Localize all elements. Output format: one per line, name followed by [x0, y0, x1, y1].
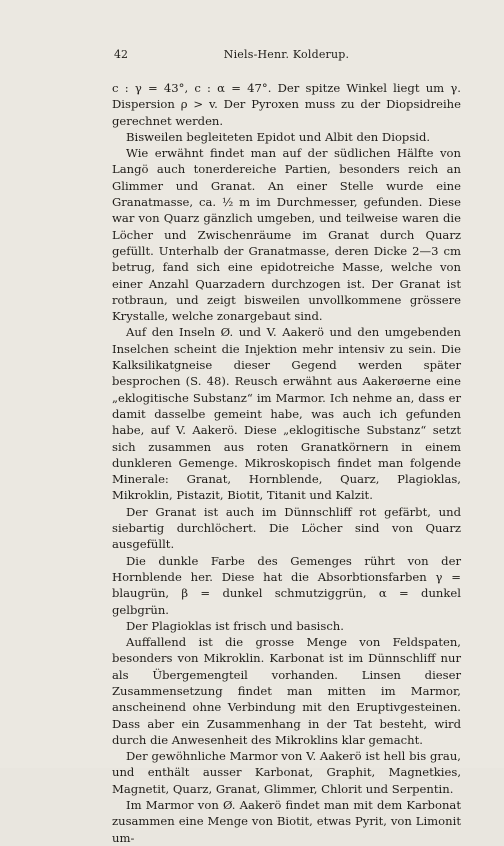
paragraph: Der gewöhnliche Marmor von V. Aakerö ist hell bis grau, und enthält ausser Karbonat, Graphit, Magnetkies, Magnetit, Quarz, Granat, Glimmer, Chlorit und Serpentin.	[112, 749, 461, 796]
body-text	[112, 80, 461, 846]
paragraph: Bisweilen begleiteten Epidot und Albit den Diopsid.	[126, 129, 431, 144]
paragraph: Auffallend ist die grosse Menge von Feldspaten, besonders von Mikroklin. Karbonat ist im Dünnschliff nur als Übergemengteil vorhanden. Linsen dieser Zusammensetzung findet man mitten im Marmor, anscheinend ohne Verbindung mit den Eruptivgesteinen. Dass aber ein Zusammenhang in der Tat besteht, wird durch die Anwesenheit des Mikroklins klar gemacht.	[112, 635, 461, 747]
paragraph: c : γ = 43°, c : α = 47°. Der spitze Winkel liegt um γ. Dispersion ρ > v. Der Pyroxen muss zu der Diopsidreihe gerechnet werden.	[112, 81, 461, 128]
paragraph: Die dunkle Farbe des Gemenges rührt von der Hornblende her. Diese hat die Absorbtionsfarben γ = blaugrün, β = dunkel schmutziggrün, α = dunkel gelbgrün.	[112, 553, 461, 617]
page-header	[114, 48, 459, 62]
paragraph: Im Marmor von Ø. Aakerö findet man mit dem Karbonat zusammen eine Menge von Biotit, etwas Pyrit, von Limonit um-	[112, 798, 461, 845]
paragraph: Der Plagioklas ist frisch und basisch.	[126, 618, 344, 633]
paragraph: Wie erwähnt findet man auf der südlichen Hälfte von Langö auch tonerdereiche Partien, besonders reich an Glimmer und Granat. An einer Stelle wurde eine Granatmasse, ca. ½ m im Durchmesser, gefunden. Diese war von Quarz gänzlich umgeben, und teilweise waren die Löcher und Zwischenräume im Granat durch Quarz gefüllt. Unterhalb der Granatmasse, deren Dicke 2—3 cm betrug, fand sich eine epidotreiche Masse, welche von einer Anzahl Quarzadern durchzogen ist. Der Granat ist rotbraun, und zeigt bisweilen unvollkommene grössere Krystalle, welche zonargebaut sind.	[112, 146, 461, 324]
paragraph: Der Granat ist auch im Dünnschliff rot gefärbt, und siebartig durchlöchert. Die Löcher sind von Quarz ausgefüllt.	[112, 504, 461, 552]
paragraph: Auf den Inseln Ø. und V. Aakerö und den umgebenden Inselchen scheint die Injektion mehr intensiv zu sein. Die Kalksilikatgneise dieser Gegend werden später besprochen (S. 48). Reusch erwähnt aus Aakerøerne eine „eklogitische Substanz“ im Marmor. Ich nehme an, dass er damit dasselbe gemeint habe, was auch ich gefunden habe, auf V. Aakerö. Diese „eklogitische Substanz“ setzt sich zusammen aus roten Granatkörnern in einem dunkleren Gemenge. Mikroskopisch findet man folgende Minerale: Granat, Hornblende, Quarz, Plagioklas, Mikroklin, Pistazit, Biotit, Titanit und Kalzit.	[112, 325, 461, 503]
running-title: Niels-Henr. Kolderup.	[223, 48, 350, 61]
page-number: 42	[114, 48, 128, 61]
